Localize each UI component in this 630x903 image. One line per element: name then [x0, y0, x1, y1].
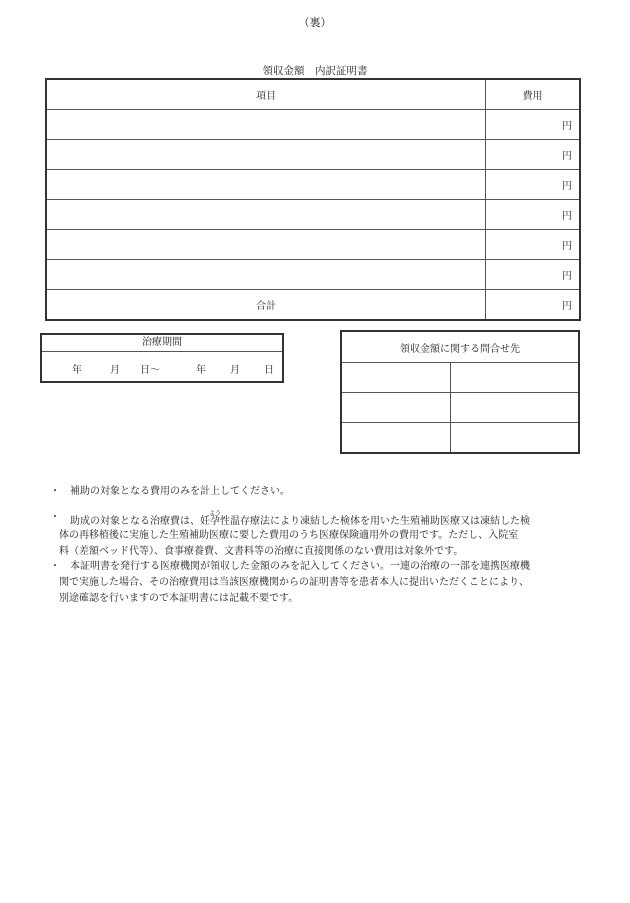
- table-row: [341, 423, 579, 454]
- note-2-ruby: [209, 510, 222, 527]
- contact-label-cell[interactable]: [341, 423, 451, 454]
- treatment-period-box: [40, 333, 284, 383]
- note-2-bullet: ・: [50, 512, 60, 523]
- note-3-line-1: 本証明書を発行する医療機関が領収した金額のみを記入してください。一連の治療の一部を連携医療機: [70, 561, 530, 572]
- contact-value-cell[interactable]: [451, 393, 579, 423]
- table-row: [46, 170, 580, 200]
- item-cell[interactable]: [46, 170, 486, 200]
- cost-cell[interactable]: 円: [486, 230, 580, 260]
- contact-label-cell[interactable]: [341, 363, 451, 393]
- start-day-label: 日～: [140, 365, 160, 376]
- end-day-label: 日: [264, 365, 274, 376]
- note-2-line-3: 料（差額ベッド代等）、食事療養費、文書料等の治療に直接関係のない費用は対象外です。: [59, 546, 464, 557]
- treatment-period-title: 治療期間: [42, 335, 282, 352]
- note-2-line-1b: 性温存療法により凍結した検体を用いた生殖補助医療又は凍結した検: [220, 516, 530, 527]
- table-row: [46, 200, 580, 230]
- item-cell[interactable]: [46, 110, 486, 140]
- treatment-period-fields[interactable]: [42, 352, 282, 381]
- note-2-line-1: [70, 510, 530, 530]
- table-header-row: [46, 79, 580, 110]
- contact-title: 領収金額に関する問合せ先: [341, 331, 579, 363]
- header-cost: 費用: [486, 79, 580, 110]
- note-2-line-1a: 助成の対象となる治療費は、妊: [70, 516, 210, 527]
- contact-value-cell[interactable]: [451, 423, 579, 454]
- cost-cell[interactable]: 円: [486, 140, 580, 170]
- breakdown-table: [45, 78, 581, 321]
- table-row: [341, 393, 579, 423]
- contact-label-cell[interactable]: [341, 393, 451, 423]
- cost-cell[interactable]: 円: [486, 200, 580, 230]
- total-cost-cell[interactable]: 円: [486, 290, 580, 321]
- cost-cell[interactable]: 円: [486, 260, 580, 290]
- start-year-label: 年: [72, 365, 82, 376]
- note-3-bullet: ・: [50, 561, 60, 572]
- table-row: [46, 260, 580, 290]
- page-side-label: （裏）: [298, 16, 332, 29]
- end-month-label: 月: [230, 365, 240, 376]
- cost-cell[interactable]: 円: [486, 170, 580, 200]
- note-1-text: 補助の対象となる費用のみを計上してください。: [70, 486, 290, 497]
- header-item: 項目: [46, 79, 486, 110]
- table-row: [46, 110, 580, 140]
- end-year-label: 年: [196, 365, 206, 376]
- note-2-ruby-reading: よう: [209, 510, 222, 517]
- start-month-label: 月: [110, 365, 120, 376]
- item-cell[interactable]: [46, 140, 486, 170]
- document-title: 領収金額 内訳証明書: [262, 65, 368, 77]
- note-3-line-2: 関で実施した場合、その治療費用は当該医療機関からの証明書等を患者本人に提出いただくことにより、: [59, 577, 529, 588]
- table-row: [341, 363, 579, 393]
- item-cell[interactable]: [46, 230, 486, 260]
- note-1-bullet: ・: [50, 486, 60, 497]
- note-3-line-3: 別途確認を行いますので本証明書には記載不要です。: [59, 593, 299, 604]
- total-row: [46, 290, 580, 321]
- total-label: 合計: [46, 290, 486, 321]
- cost-cell[interactable]: 円: [486, 110, 580, 140]
- item-cell[interactable]: [46, 200, 486, 230]
- table-row: [46, 230, 580, 260]
- item-cell[interactable]: [46, 260, 486, 290]
- note-2-ruby-base: 孕: [209, 516, 221, 527]
- table-row: [46, 140, 580, 170]
- contact-value-cell[interactable]: [451, 363, 579, 393]
- contact-table: [340, 330, 580, 454]
- note-2-line-2: 体の再移植後に実施した生殖補助医療に要した費用のうち医療保険適用外の費用です。ただし、入院室: [59, 530, 519, 541]
